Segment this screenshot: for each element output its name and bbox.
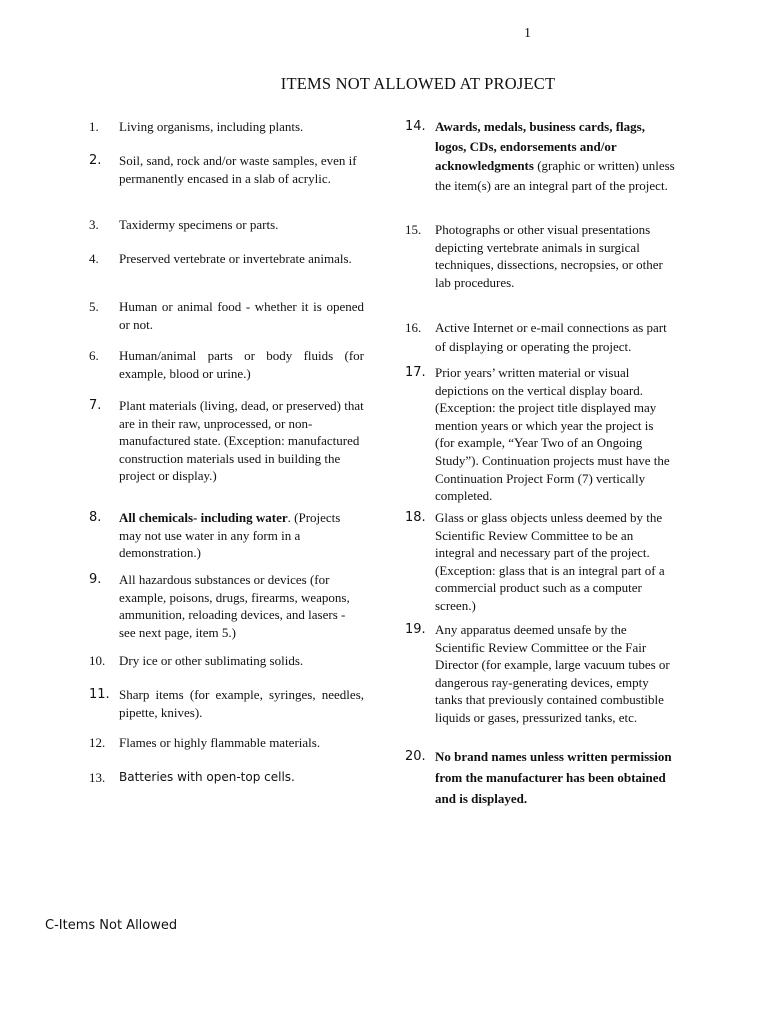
item-rest-text: (graphic or written) unless the item(s) are an integral part of the project. <box>435 158 675 193</box>
list-item <box>405 364 675 505</box>
list-item <box>405 509 675 615</box>
item-bold-text: All chemicals- including water <box>119 510 288 525</box>
list-item <box>89 347 364 382</box>
item-number: 2. <box>89 153 102 168</box>
item-text: Human/animal parts or body fluids (for example, blood or urine.) <box>119 348 364 381</box>
item-text: Living organisms, including plants. <box>119 119 304 134</box>
item-text: Flames or highly flammable materials. <box>119 735 321 750</box>
item-text: Dry ice or other sublimating solids. <box>119 653 304 668</box>
item-text: Plant materials (living, dead, or preserved) that are in their raw, unprocessed, or non-manufactured state. (Exception: manufactured construction materials used in building the project or display.) <box>119 398 364 484</box>
item-text: Any apparatus deemed unsafe by the Scientific Review Committee or the Fair Director (for example, large vacuum tubes or dangerous ray-generating devices, empty tanks that previously contained combustible liquids or gases, pressurized tanks, etc. <box>435 622 670 725</box>
item-number: 13. <box>89 770 106 785</box>
list-item <box>89 118 364 136</box>
item-text: Batteries with open-top cells. <box>119 770 295 784</box>
item-text: Prior years’ written material or visual depictions on the vertical display board. (Exception: the project title displayed may mention years or which year the project is (for example, “Year Two of an Ongoing Study”). Continuation projects must have the Continuation Project Form (7) vertically completed. <box>435 365 670 504</box>
item-number: 10. <box>89 653 106 668</box>
list-item <box>89 216 364 234</box>
item-number: 15. <box>405 222 422 237</box>
item-number: 6. <box>89 348 99 363</box>
item-text <box>435 117 675 195</box>
list-item <box>89 686 364 721</box>
list-item <box>405 746 675 809</box>
list-item <box>89 769 364 787</box>
item-text: Sharp items (for example, syringes, needles, pipette, knives). <box>119 687 364 720</box>
item-number: 16. <box>405 320 422 335</box>
list-item <box>405 221 675 291</box>
list-item <box>89 652 364 670</box>
list-item <box>89 397 364 485</box>
item-number: 19. <box>405 622 426 637</box>
item-number: 8. <box>89 510 102 525</box>
item-text: Human or animal food - whether it is opened or not. <box>119 299 364 332</box>
item-number: 9. <box>89 572 102 587</box>
list-item <box>89 298 364 333</box>
item-number: 11. <box>89 687 110 702</box>
item-number: 12. <box>89 735 106 750</box>
item-bold-text: Awards, medals, business cards, flags, logos, CDs, endorsements and/or acknowledgments <box>435 119 645 173</box>
item-number: 20. <box>405 749 426 764</box>
item-text: All hazardous substances or devices (for example, poisons, drugs, firearms, weapons, ammunition, reloading devices, and lasers - see next page, item 5.) <box>119 572 350 640</box>
item-text: Active Internet or e-mail connections as part of displaying or operating the project. <box>435 320 667 354</box>
item-number: 14. <box>405 119 426 134</box>
item-number: 17. <box>405 365 426 380</box>
item-text: Glass or glass objects unless deemed by the Scientific Review Committee to be an integral and necessary part of the project. (Exception: glass that is an integral part of a commercial product such as a computer screen.) <box>435 510 665 613</box>
list-item <box>405 318 675 356</box>
item-number: 18. <box>405 510 426 525</box>
item-number: 3. <box>89 217 99 232</box>
item-number: 4. <box>89 251 99 266</box>
list-item <box>89 571 364 641</box>
page-number: 1 <box>524 26 531 41</box>
item-text: Taxidermy specimens or parts. <box>119 217 279 232</box>
item-text: Soil, sand, rock and/or waste samples, even if permanently encased in a slab of acrylic. <box>119 153 357 186</box>
list-item <box>89 152 364 187</box>
list-item <box>89 509 364 562</box>
item-text <box>119 509 364 562</box>
item-rest-text: . (Projects may not use water in any form in a demonstration.) <box>119 510 341 561</box>
list-item <box>405 621 675 727</box>
list-item <box>89 734 364 752</box>
item-text: Preserved vertebrate or invertebrate animals. <box>119 251 352 266</box>
item-number: 7. <box>89 398 102 413</box>
page-footer: C-Items Not Allowed <box>45 918 178 933</box>
list-item <box>405 117 675 195</box>
item-text: No brand names unless written permission from the manufacturer has been obtained and is displayed. <box>435 749 672 806</box>
item-text: Photographs or other visual presentations depicting vertebrate animals in surgical techniques, dissections, necropsies, or other lab procedures. <box>435 222 663 290</box>
page-title: ITEMS NOT ALLOWED AT PROJECT <box>280 74 556 93</box>
item-number: 5. <box>89 299 99 314</box>
item-number: 1. <box>89 119 99 134</box>
list-item <box>89 250 364 268</box>
